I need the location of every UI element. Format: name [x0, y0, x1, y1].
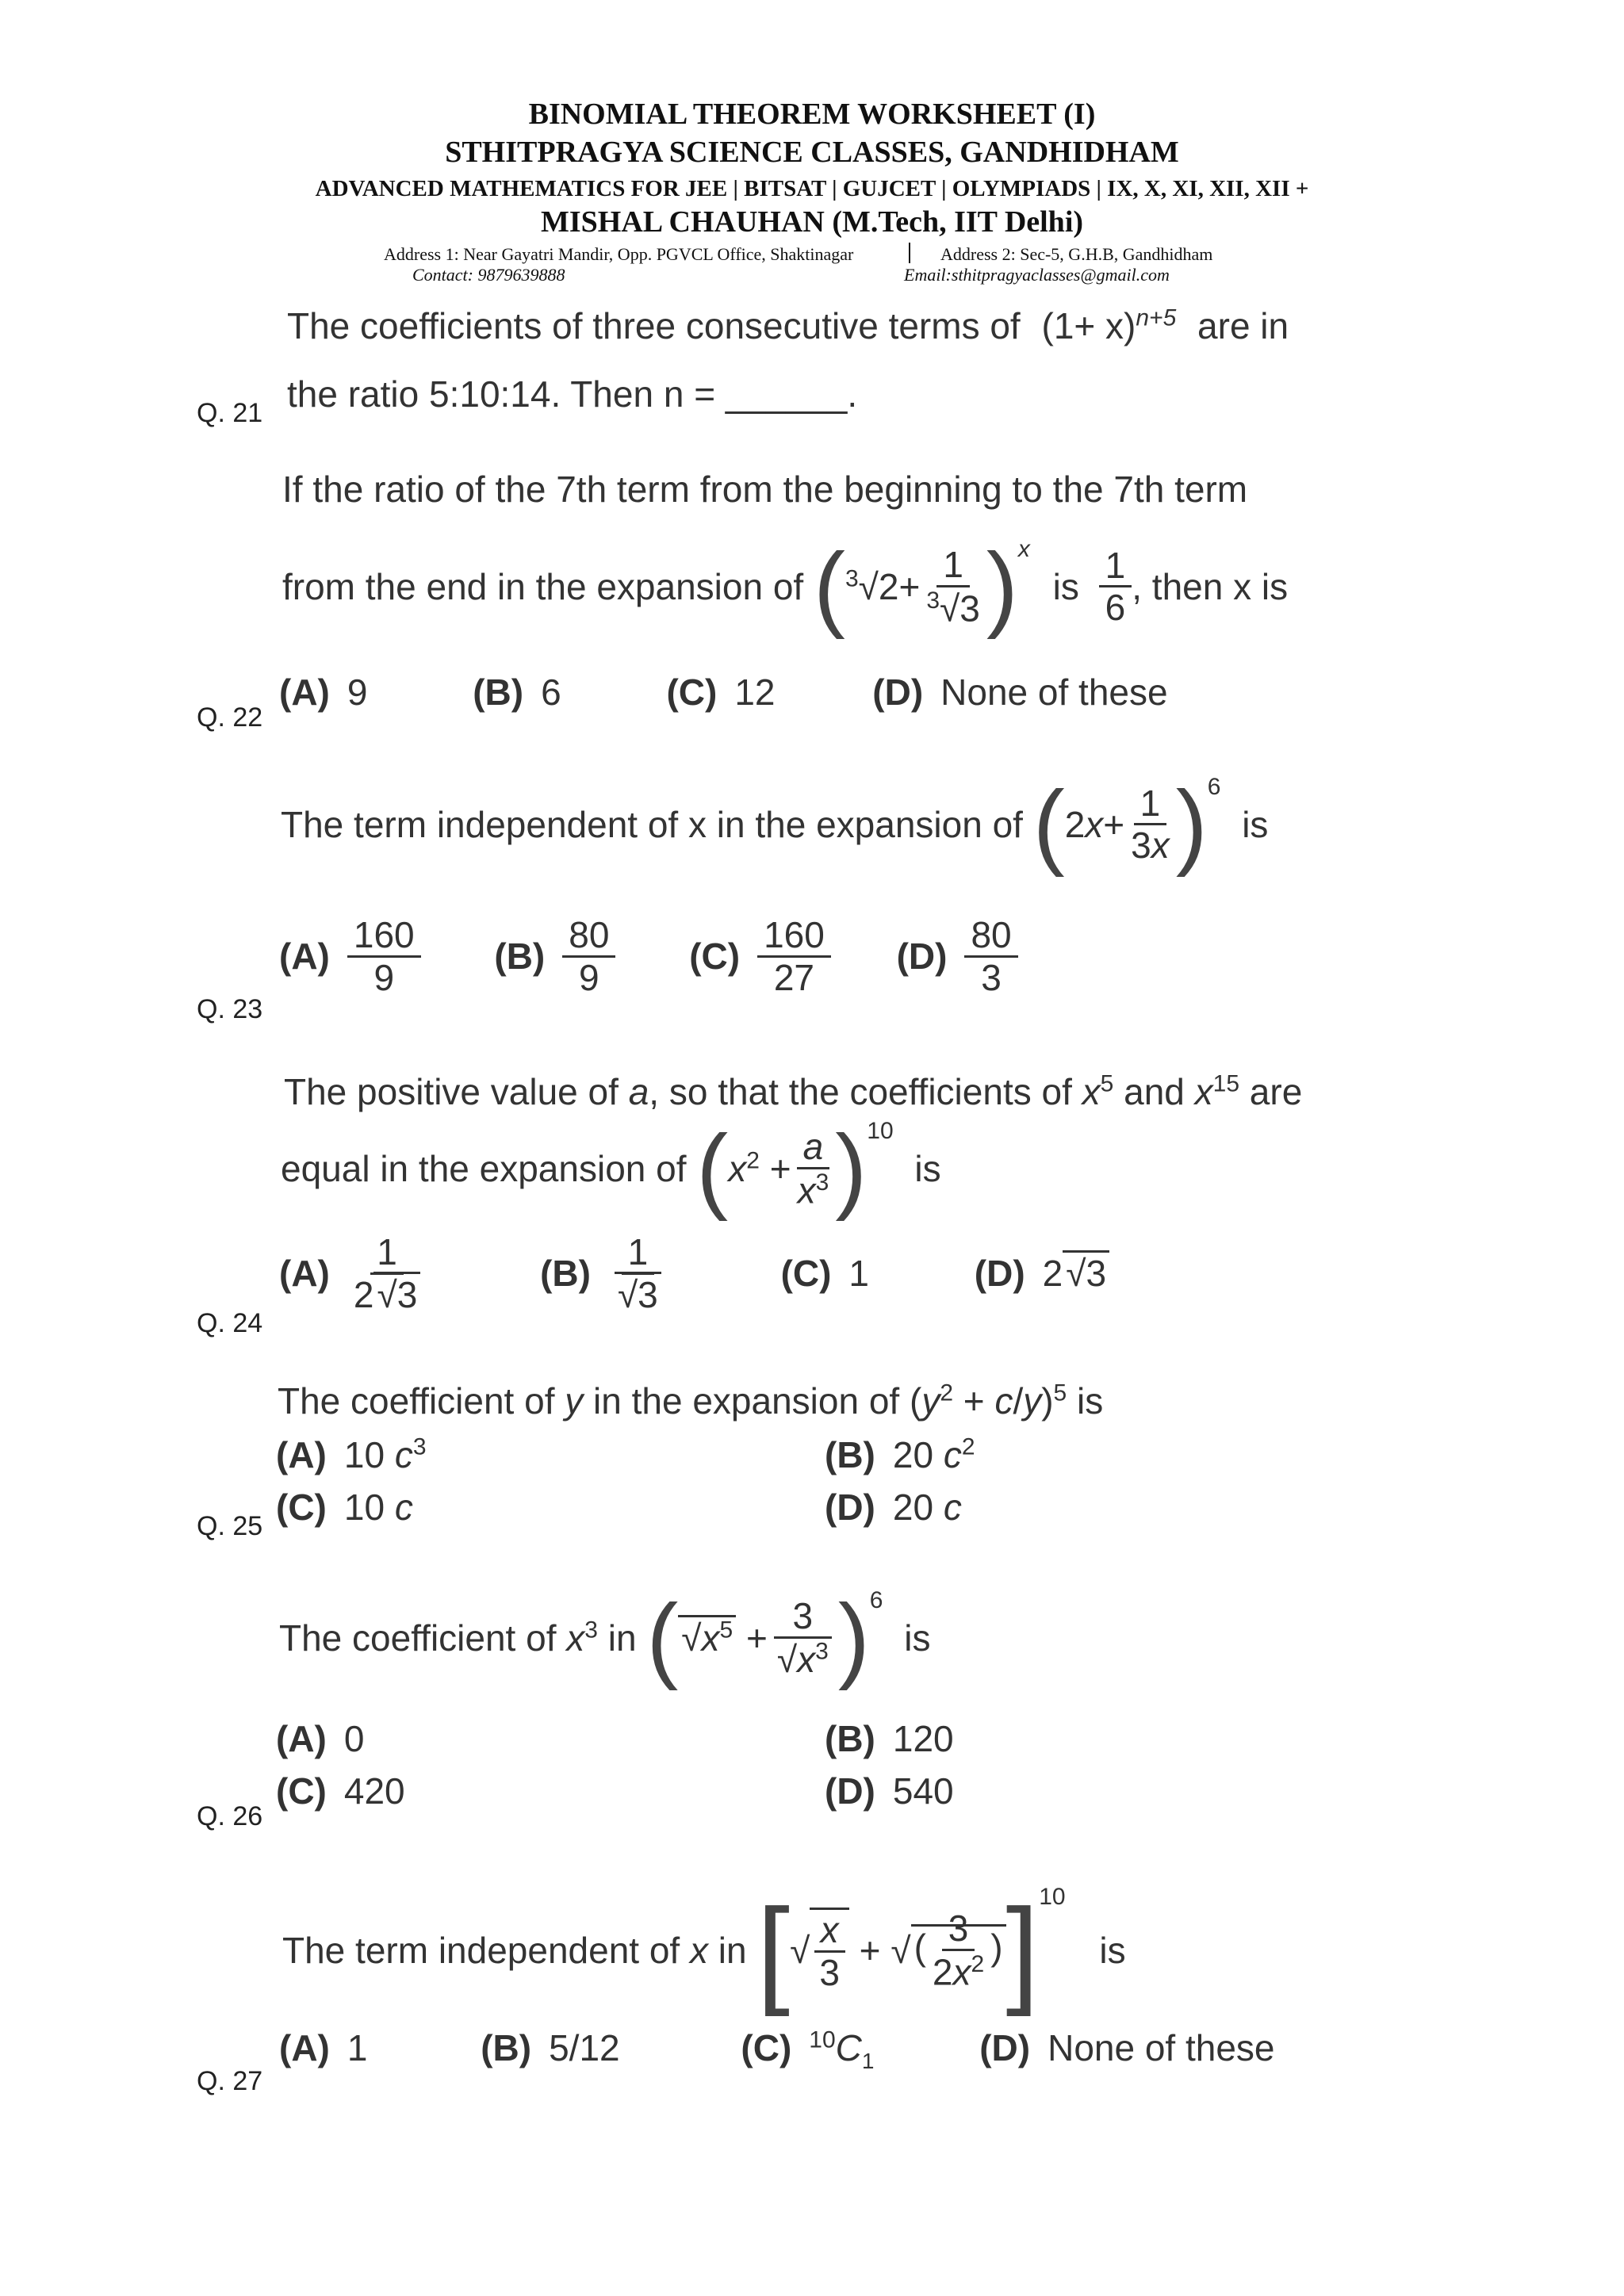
q27-number: Q. 27	[197, 2066, 263, 2096]
worksheet-title: BINOMIAL THEOREM WORKSHEET (I)	[528, 98, 1096, 131]
q22-line2: from the end in the expansion of ($^3$√2+ $\frac{1}{^3√3}$ )$^x$ is $\frac{1}{6}$ , then x is	[282, 533, 1289, 640]
q26-number: Q. 26	[197, 1801, 263, 1831]
address-divider	[909, 243, 910, 263]
q25-option-b: (B) 20 $c^2$	[825, 1433, 975, 1475]
q24-options: (A) $\frac{1}{2√3}$ (B) $\frac{1}{√3}$ (C) 1 (D) 2√3	[279, 1232, 1109, 1314]
q26-option-a: (A) 0	[276, 1718, 365, 1759]
contact: Contact: 9879639888	[412, 265, 565, 285]
q26-option-d: (D) 540	[825, 1770, 954, 1812]
q24-number: Q. 24	[197, 1308, 263, 1338]
q26-option-c: (C) 420	[276, 1770, 405, 1812]
q24-line1: The positive value of a, so that the coefficients of $x^5$ and $x^{15}$ are	[284, 1070, 1303, 1112]
q27-line1: The term independent of x in [√ $\frac{x}{3}$ + √( $\frac{3}{2x^2}$ )]$^{10}$ is	[282, 1883, 1126, 2017]
q22-options: (A) 9 (B) 6 (C) 12 (D) None of these	[279, 672, 1168, 713]
q26-option-b: (B) 120	[825, 1718, 954, 1759]
q25-number: Q. 25	[197, 1511, 263, 1541]
q21-line1: The coefficients of three consecutive terms of $(1+ x)^{n+5}$ are in	[287, 304, 1289, 346]
address-1: Address 1: Near Gayatri Mandir, Opp. PGVCL Office, Shaktinagar	[384, 244, 854, 264]
q25-option-c: (C) 10 c	[276, 1487, 413, 1528]
q24-line2: equal in the expansion of ($x^2$ + $\frac{a}{x^3}$ )$^{10}$ is	[281, 1115, 941, 1222]
address-2: Address 2: Sec-5, G.H.B, Gandhidham	[940, 244, 1213, 264]
q21-number: Q. 21	[197, 398, 263, 428]
q25-option-d: (D) 20 c	[825, 1487, 962, 1528]
q27-options: (A) 1 (B) 5/12 (C) $^{10}C_1$ (D) None of these	[279, 2026, 1275, 2074]
q23-number: Q. 23	[197, 994, 263, 1024]
teacher-name: MISHAL CHAUHAN (M.Tech, IIT Delhi)	[540, 205, 1084, 239]
q23-line1: The term independent of x in the expansion of (2x+ $\frac{1}{3x}$ )$^6$ is	[281, 771, 1269, 878]
tagline: ADVANCED MATHEMATICS FOR JEE | BITSAT | GUJCET | OLYMPIADS | IX, X, XI, XII, XII +	[315, 176, 1309, 201]
institute-name: STHITPRAGYA SCIENCE CLASSES, GANDHIDHAM	[445, 136, 1179, 169]
q21-line2: the ratio 5:10:14. Then n = ______.	[287, 373, 858, 415]
q22-line1: If the ratio of the 7th term from the beginning to the 7th term	[282, 469, 1248, 510]
q22-number: Q. 22	[197, 702, 263, 733]
q25-line1: The coefficient of y in the expansion of $(y^2 + c/y)^5$ is	[278, 1380, 1104, 1422]
q23-options: (A) $\frac{160}{9}$ (B) $\frac{80}{9}$ (C) $\frac{160}{27}$ (D) $\frac{80}{3}$	[279, 915, 1018, 997]
q25-option-a: (A) 10 $c^3$	[276, 1433, 427, 1475]
email: Email:sthitpragyaclasses@gmail.com	[904, 265, 1170, 285]
q26-line1: The coefficient of $x^3$ in ($√x^5$ + $\frac{3}{√x^3}$ )$^6$ is	[279, 1584, 931, 1691]
